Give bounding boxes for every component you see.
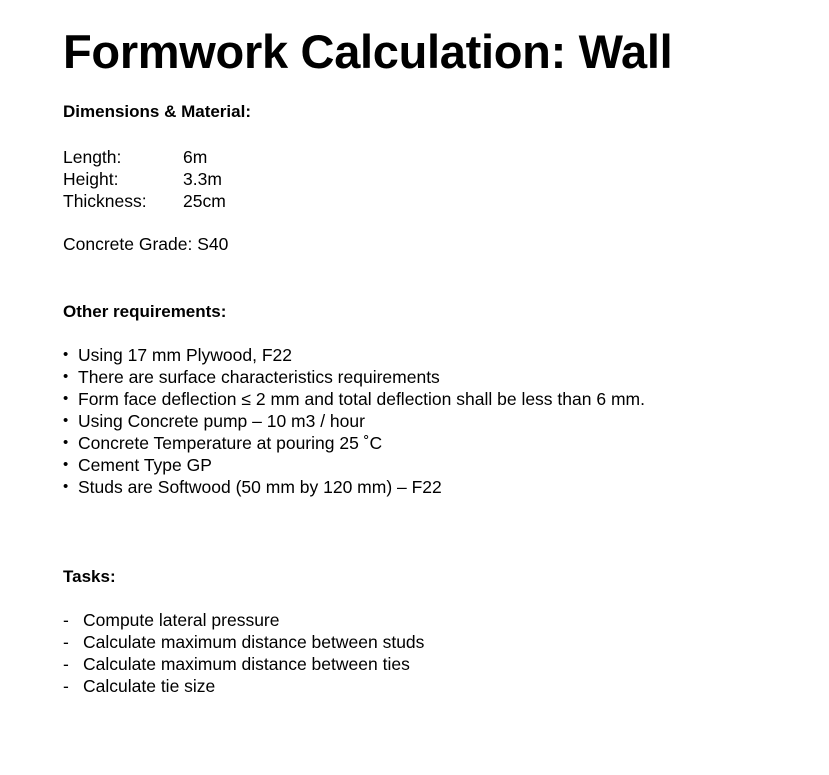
bullet-icon: • (63, 456, 69, 473)
bullet-icon: • (63, 346, 69, 363)
list-item (63, 432, 645, 454)
task-text: Compute lateral pressure (83, 610, 280, 630)
task-text: Calculate maximum distance between studs (83, 632, 425, 652)
bullet-icon: • (63, 478, 69, 495)
requirement-text: Using Concrete pump – 10 m3 / hour (78, 411, 365, 431)
dimension-value: 3.3m (183, 169, 222, 189)
dimension-value: 25cm (183, 191, 226, 211)
requirement-text: Studs are Softwood (50 mm by 120 mm) – F22 (78, 477, 442, 497)
list-item (63, 653, 424, 675)
task-text: Calculate tie size (83, 676, 216, 696)
list-item (63, 410, 645, 432)
list-item (63, 366, 645, 388)
bullet-icon: • (63, 390, 69, 407)
dimension-value: 6m (183, 147, 208, 167)
dash-icon: - (63, 654, 69, 674)
bullet-icon: • (63, 368, 69, 385)
dash-icon: - (63, 632, 69, 652)
task-text: Calculate maximum distance between ties (83, 654, 410, 674)
tasks-heading: Tasks: (63, 567, 116, 586)
concrete-grade: Concrete Grade: S40 (63, 234, 229, 254)
list-item (63, 476, 645, 498)
dimensions-heading: Dimensions & Material: (63, 102, 251, 121)
dash-icon: - (63, 676, 69, 696)
requirement-text: Using 17 mm Plywood, F22 (78, 345, 292, 365)
bullet-icon: • (63, 412, 69, 429)
tasks-list (63, 609, 424, 697)
dash-icon: - (63, 610, 69, 630)
requirement-text: Cement Type GP (78, 455, 212, 475)
list-item (63, 388, 645, 410)
dimensions-list (63, 146, 226, 212)
dimension-row-height (63, 168, 226, 190)
requirements-heading: Other requirements: (63, 302, 227, 321)
dimension-label: Height: (63, 169, 119, 189)
requirement-text: There are surface characteristics requirements (78, 367, 440, 387)
list-item (63, 631, 424, 653)
list-item (63, 609, 424, 631)
list-item (63, 454, 645, 476)
bullet-icon: • (63, 434, 69, 451)
requirement-text: Form face deflection ≤ 2 mm and total deflection shall be less than 6 mm. (78, 389, 645, 409)
page-title: Formwork Calculation: Wall (63, 25, 673, 78)
list-item (63, 675, 424, 697)
dimension-row-length (63, 146, 226, 168)
dimension-label: Length: (63, 147, 122, 167)
dimension-row-thickness (63, 190, 226, 212)
list-item (63, 344, 645, 366)
dimension-label: Thickness: (63, 191, 147, 211)
requirement-text: Concrete Temperature at pouring 25 ˚C (78, 433, 383, 453)
requirements-list (63, 344, 645, 498)
